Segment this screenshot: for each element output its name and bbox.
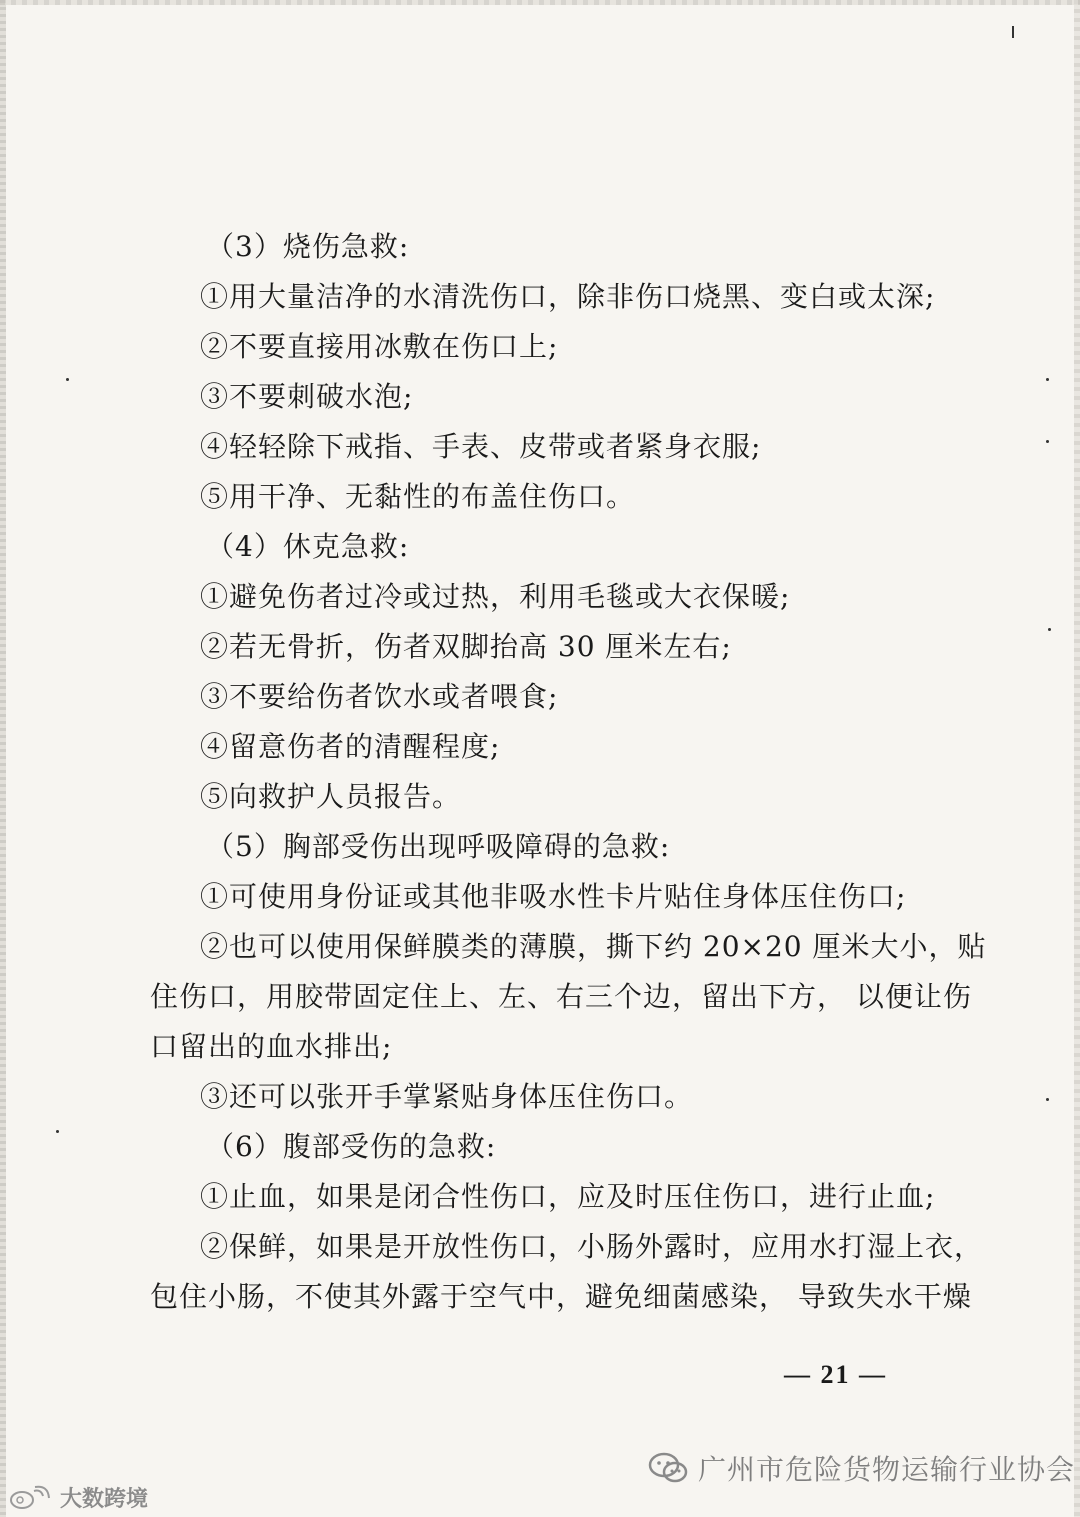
text-line: ②也可以使用保鲜膜类的薄膜，撕下约 20×20 厘米大小，贴: [200, 930, 987, 963]
scan-speck: [56, 1130, 59, 1133]
section-heading-burns: （3）烧伤急救:: [206, 230, 410, 263]
text-line: ④留意伤者的清醒程度;: [200, 730, 501, 763]
scan-speck: [1046, 440, 1049, 443]
text-line: 口留出的血水排出;: [150, 1030, 393, 1063]
scan-speck: [1046, 1098, 1049, 1101]
text-line: ②若无骨折，伤者双脚抬高 30 厘米左右;: [200, 630, 732, 663]
text-line: ④轻轻除下戒指、手表、皮带或者紧身衣服;: [200, 430, 762, 463]
section-heading-shock: （4）休克急救:: [206, 530, 410, 563]
section-heading-abdomen: （6）腹部受伤的急救:: [206, 1130, 497, 1163]
scan-edge-top: [0, 0, 1080, 5]
text-line: ⑤用干净、无黏性的布盖住伤口。: [200, 480, 636, 513]
section-heading-chest: （5）胸部受伤出现呼吸障碍的急救:: [206, 830, 671, 863]
scan-speck: [1048, 628, 1051, 631]
text-line: ③还可以张开手掌紧贴身体压住伤口。: [200, 1080, 694, 1113]
scan-speck: [1046, 378, 1049, 381]
text-line: 包住小肠，不使其外露于空气中，避免细菌感染， 导致失水干燥: [150, 1280, 972, 1313]
weibo-watermark: [8, 1482, 148, 1513]
scan-speck: [1012, 26, 1014, 38]
text-line: ①止血，如果是闭合性伤口，应及时压住伤口，进行止血;: [200, 1180, 936, 1213]
text-line: ②保鲜，如果是开放性伤口，小肠外露时，应用水打湿上衣，: [200, 1230, 984, 1263]
text-line: ②不要直接用冰敷在伤口上;: [200, 330, 559, 363]
scan-edge-left: [0, 0, 6, 1517]
text-line: ①用大量洁净的水清洗伤口，除非伤口烧黑、变白或太深;: [200, 280, 936, 313]
scan-speck: [66, 378, 69, 381]
weibo-icon: [8, 1485, 56, 1511]
watermark-org-name: 广州市危险货物运输行业协会: [698, 1453, 1076, 1486]
wechat-icon: [648, 1451, 690, 1485]
scan-edge-right: [1074, 0, 1080, 1517]
text-line: ⑤向救护人员报告。: [200, 780, 462, 813]
text-line: ③不要刺破水泡;: [200, 380, 414, 413]
document-body: [150, 222, 987, 1322]
text-line: 住伤口，用胶带固定住上、左、右三个边，留出下方， 以便让伤: [150, 980, 972, 1013]
page-number: — 21 —: [784, 1360, 887, 1389]
text-line: ①可使用身份证或其他非吸水性卡片贴住身体压住伤口;: [200, 880, 907, 913]
watermark-brand: 大数跨境: [60, 1487, 149, 1512]
wechat-watermark: [648, 1448, 1075, 1488]
text-line: ①避免伤者过冷或过热，利用毛毯或大衣保暖;: [200, 580, 791, 613]
text-line: ③不要给伤者饮水或者喂食;: [200, 680, 559, 713]
